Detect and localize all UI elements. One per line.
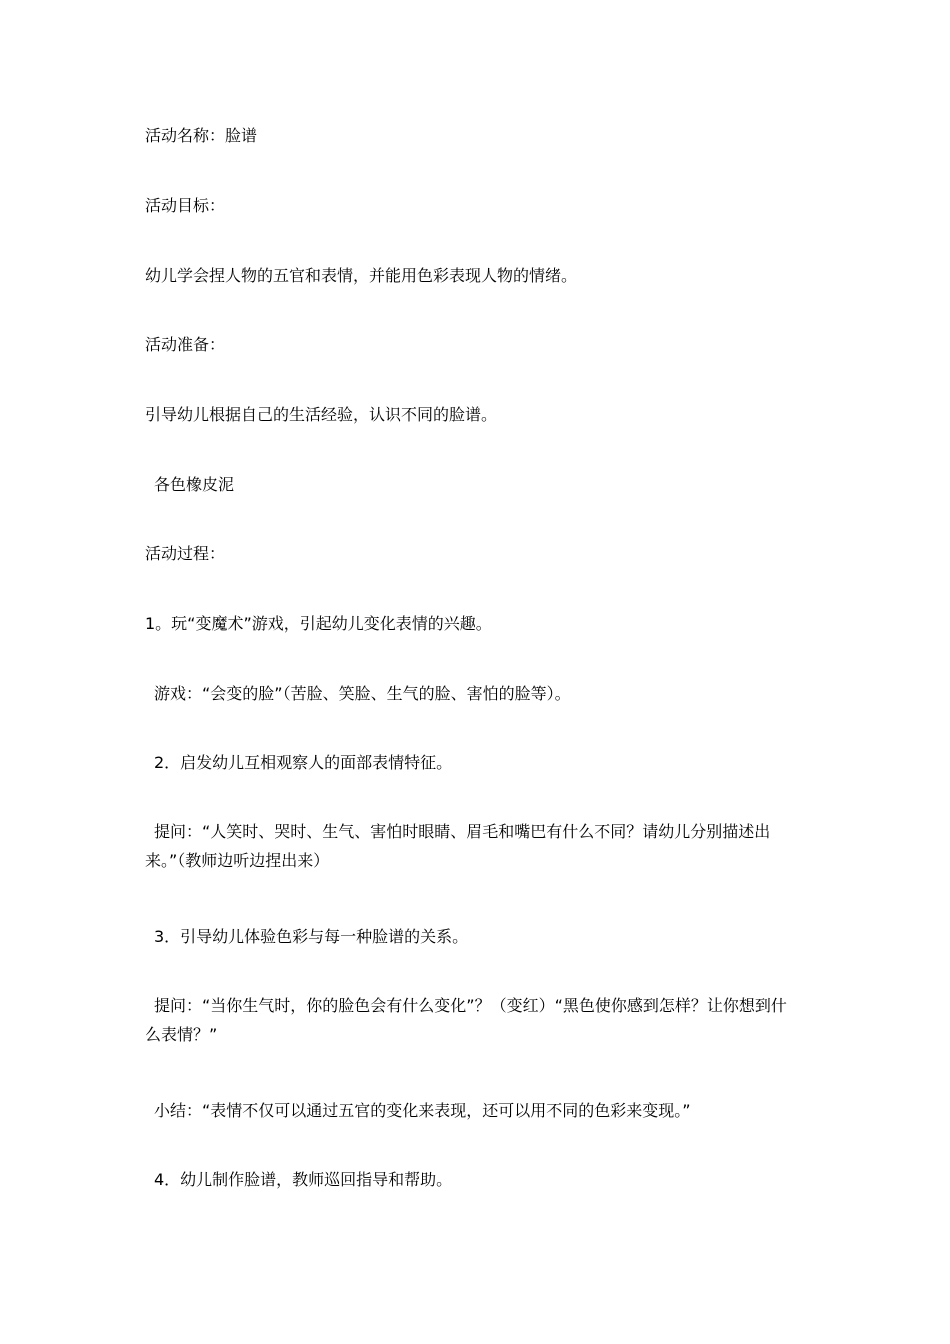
- step-2: 2．启发幼儿互相观察人的面部表情特征。: [154, 753, 453, 772]
- process-heading: 活动过程：: [145, 544, 226, 563]
- goal-text: 幼儿学会捏人物的五官和表情，并能用色彩表现人物的情绪。: [145, 266, 578, 285]
- step-3: 3．引导幼儿体验色彩与每一种脸谱的关系。: [154, 927, 469, 946]
- prep-heading: 活动准备：: [145, 335, 226, 354]
- step-2-question: 提问：“人笑时、哭时、生气、害怕时眼睛、眉毛和嘴巴有什么不同？请幼儿分别描述出来。”（教师边听边捏出来）: [145, 822, 771, 870]
- step-1: 1。玩“变魔术”游戏，引起幼儿变化表情的兴趣。: [145, 614, 492, 633]
- step-4: 4．幼儿制作脸谱，教师巡回指导和帮助。: [154, 1170, 453, 1189]
- step-3-summary: 小结：“表情不仅可以通过五官的变化来表现，还可以用不同的色彩来变现。”: [154, 1101, 691, 1120]
- prep-item-2: 各色橡皮泥: [154, 475, 235, 494]
- activity-name: 活动名称：脸谱: [145, 126, 258, 145]
- prep-item-1: 引导幼儿根据自己的生活经验，认识不同的脸谱。: [145, 405, 498, 424]
- goal-heading: 活动目标：: [145, 196, 226, 215]
- step-3-question: 提问：“当你生气时，你的脸色会有什么变化”？（变红）“黑色使你感到怎样？让你想到什么表情？”: [145, 996, 787, 1044]
- step-1-game: 游戏：“会变的脸”（苦脸、笑脸、生气的脸、害怕的脸等）。: [154, 684, 571, 703]
